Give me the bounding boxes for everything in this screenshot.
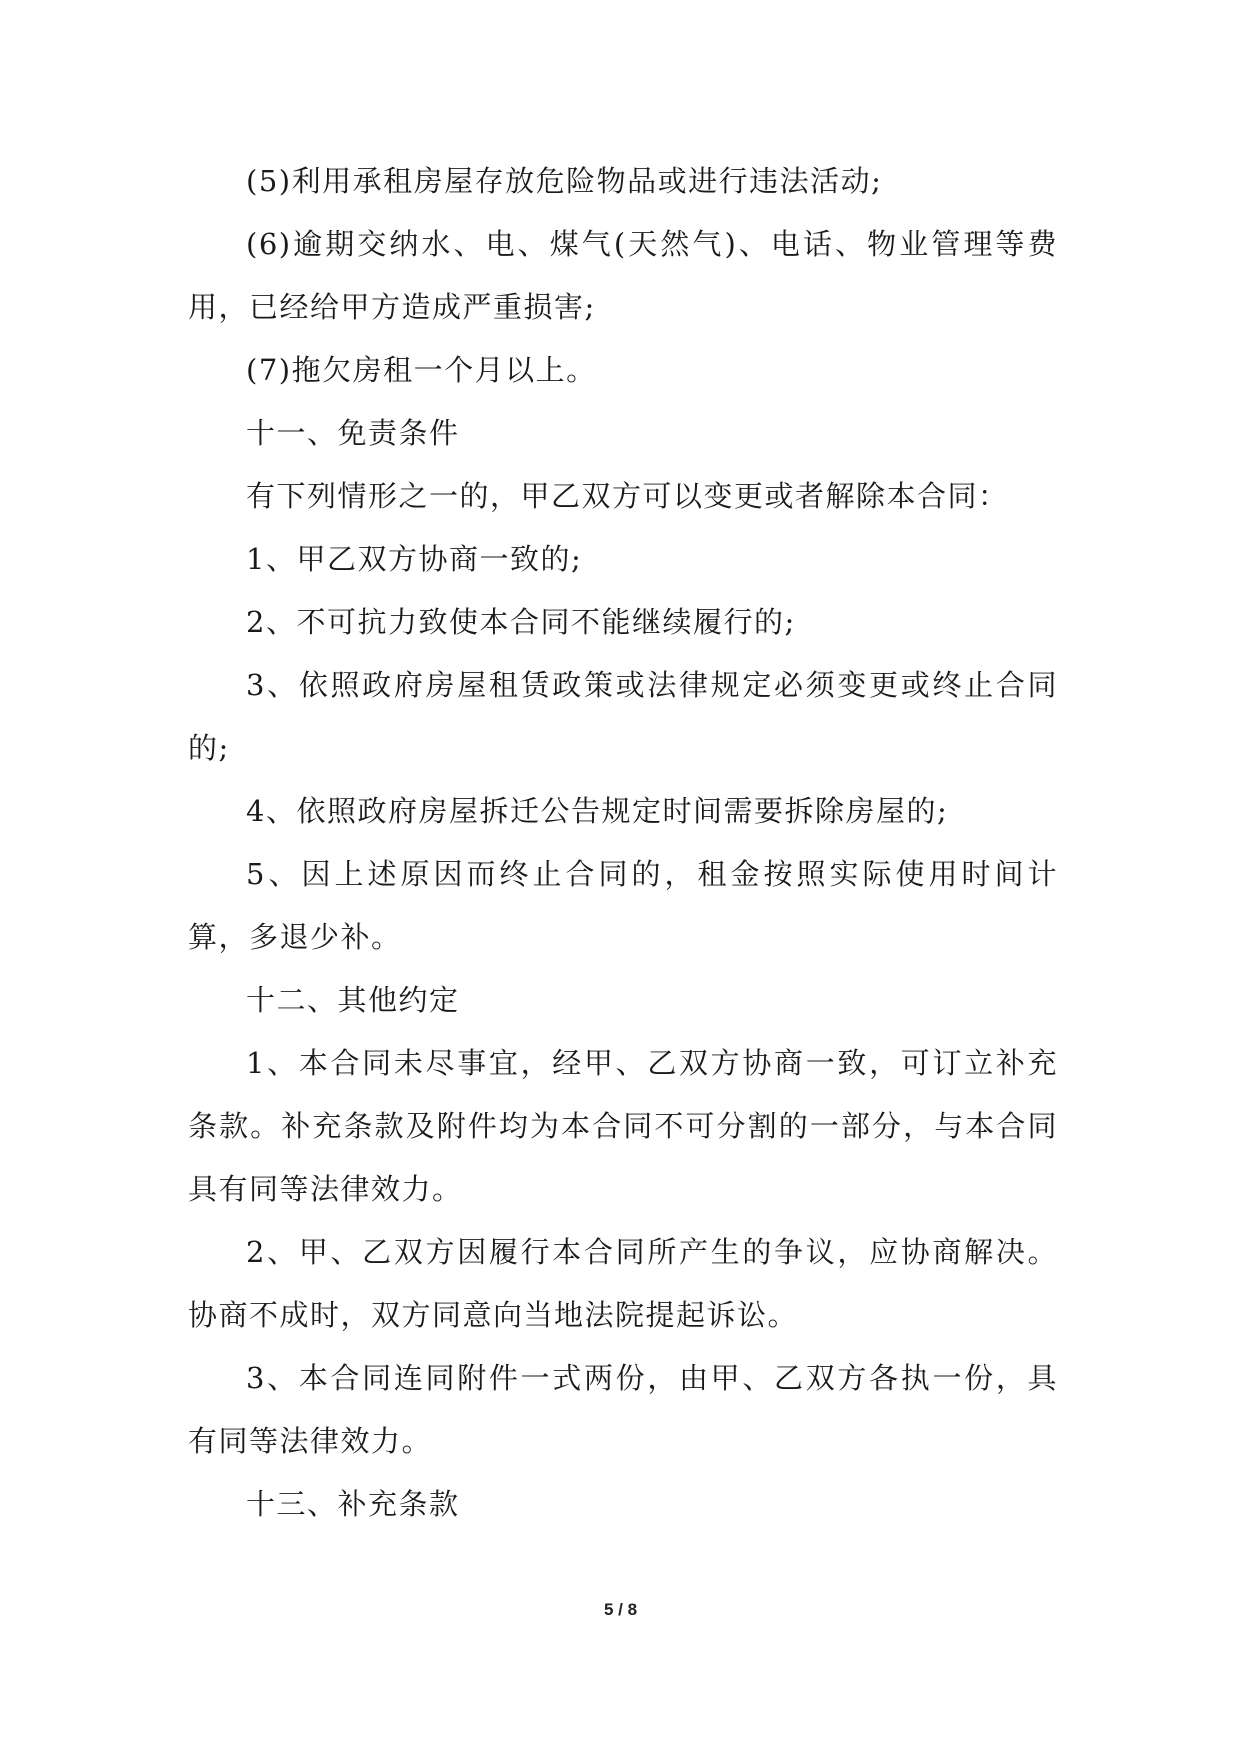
- section-heading-12: 十二、其他约定: [246, 983, 460, 1017]
- other-agreement-item-1: 1、本合同未尽事宜，经甲、乙双方协商一致，可订立补充条款。补充条款及附件均为本合同不可分割的一部分，与本合同具有同等法律效力。: [188, 1046, 1058, 1206]
- section-heading-13: 十三、补充条款: [246, 1487, 460, 1521]
- clause-item-7: (7)拖欠房租一个月以上。: [246, 353, 597, 387]
- exemption-item-3: 3、依照政府房屋租赁政策或法律规定必须变更或终止合同的;: [188, 668, 1058, 765]
- exemption-item-4: 4、依照政府房屋拆迁公告规定时间需要拆除房屋的;: [246, 794, 949, 828]
- exemption-item-2: 2、不可抗力致使本合同不能继续履行的;: [246, 605, 796, 639]
- page-number: 5 / 8: [603, 1600, 638, 1619]
- other-agreement-item-2: 2、甲、乙双方因履行本合同所产生的争议，应协商解决。协商不成时，双方同意向当地法院提起诉讼。: [188, 1235, 1058, 1332]
- exemption-item-5: 5、因上述原因而终止合同的，租金按照实际使用时间计算，多退少补。: [188, 857, 1058, 954]
- document-body: [188, 150, 1058, 1536]
- other-agreement-item-3: 3、本合同连同附件一式两份，由甲、乙双方各执一份，具有同等法律效力。: [188, 1361, 1058, 1458]
- clause-item-5: (5)利用承租房屋存放危险物品或进行违法活动;: [246, 164, 883, 198]
- section-intro: 有下列情形之一的，甲乙双方可以变更或者解除本合同：: [246, 479, 1009, 513]
- clause-item-6: (6)逾期交纳水、电、煤气(天然气)、电话、物业管理等费用，已经给甲方造成严重损害;: [188, 227, 1058, 324]
- section-heading-11: 十一、免责条件: [246, 416, 460, 450]
- exemption-item-1: 1、甲乙双方协商一致的;: [246, 542, 583, 576]
